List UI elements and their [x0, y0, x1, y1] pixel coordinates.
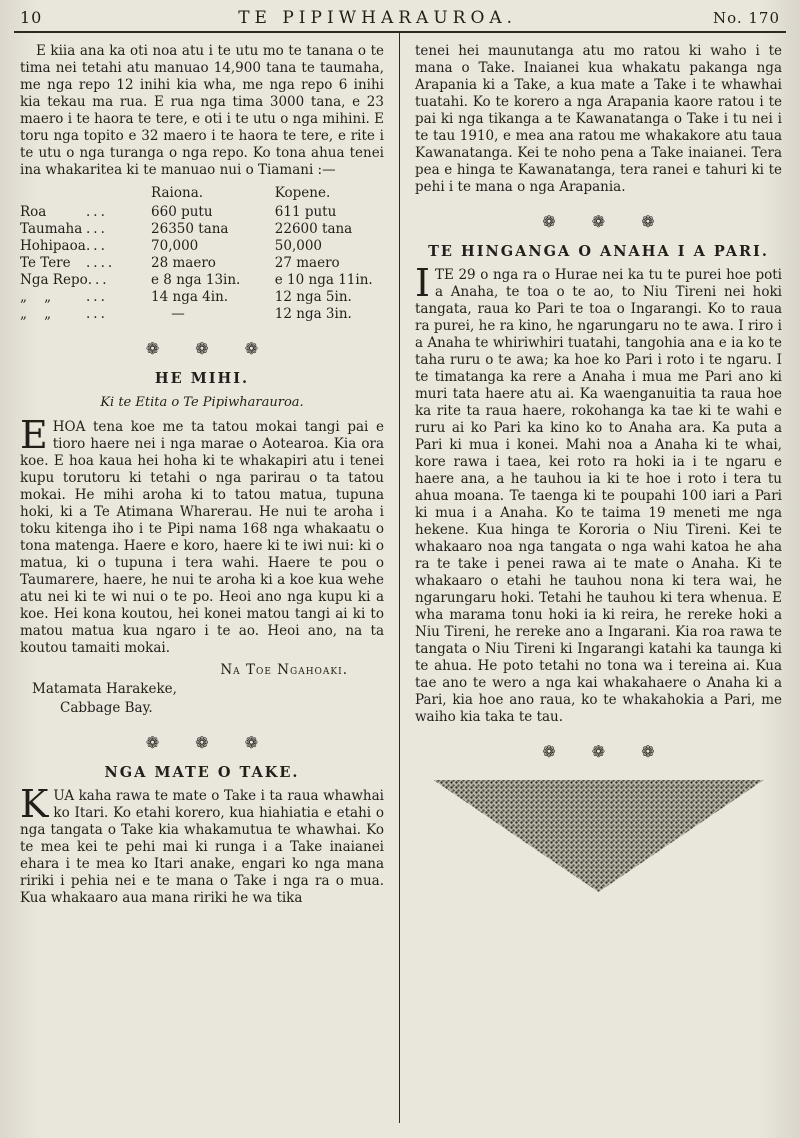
page-header	[14, 4, 786, 31]
table-cell: Nga Repo...	[20, 272, 110, 288]
table-row	[20, 255, 384, 272]
table-cell: e 10 nga 11in.	[274, 272, 373, 288]
drop-cap: E	[20, 413, 48, 457]
paragraph-text: HOA tena koe me ta tatou mokai tangi pai e tioro haere nei i nga marae o Aotearoa. Kia ora koe. E hoa kaua hei hoha ki te whakapiri atu i tenei kupu torutoru ki tetahi o nga parirau o ta tatou mokai. He mihi aroha ki to tatou matua, tupuna hoki, ki a Te Atimana Wharerau. He nui te aroha i toku kitenga iho i te Pipi nama 168 nga whakaatu o tona matenga. Haere e koro, haere ki te iwi nui: ki o matua, ki o tupuna i tera wahi. Haere te pou o Taumarere, haere, he nui te aroha ki a koe kua wehe atu nei ki te wi nui o te po. Heoi ano nga kupu ki a koe. Hei kona koutou, hei konei matou tangi ai ki to matou matua kua ngaro i te ao. Heoi ano, na ta koutou tamaiti mokai.	[20, 419, 384, 656]
address-line: Matamata Harakeke,	[32, 681, 177, 697]
florette-icon: ❁	[641, 212, 655, 231]
address-line: Cabbage Bay.	[60, 700, 153, 716]
table-row	[20, 306, 384, 323]
ornament-row	[20, 734, 384, 751]
florette-icon: ❁	[244, 733, 259, 752]
article-paragraph	[20, 413, 384, 657]
table-cell: Taumaha ...	[20, 221, 108, 237]
table-cell: 14 nga 4in.	[151, 289, 229, 305]
table-cell: 70,000	[151, 238, 199, 254]
column-container	[14, 33, 786, 1123]
florette-icon: ❁	[145, 339, 160, 358]
table-cell: 12 nga 3in.	[274, 306, 352, 322]
florette-icon: ❁	[591, 742, 606, 761]
table-header-empty	[20, 184, 151, 204]
left-column	[14, 33, 400, 1123]
paragraph-text: UA kaha rawa te mate o Take i ta raua whawhai ko Itari. Ko etahi korero, kua hiahiatia e etahi o nga tangata o Take kia whakamutua te whawhai. Ko te mea kei te pehi mai ki runga i a Take inaianei ehara i te mea ko Itari anake, engari ko nga mana ririki i pehia nei e te mana o Take i nga ra o mua. Kua whakaaro aua mana ririki he wa tika	[20, 788, 384, 906]
florette-icon: ❁	[244, 339, 259, 358]
drop-cap: I	[415, 261, 431, 305]
table-cell: e 8 nga 13in.	[151, 272, 241, 288]
drop-cap: K	[20, 782, 49, 826]
table-row	[20, 272, 384, 289]
table-header-kopene: Kopene.	[274, 185, 331, 201]
florette-icon: ❁	[195, 733, 209, 752]
article-heading-he-mihi: HE MIHI.	[154, 370, 250, 387]
article-heading-nga-mate: NGA MATE O TAKE.	[104, 764, 300, 781]
ornament-row	[20, 340, 384, 357]
masthead-title: TE PIPIWHARAUROA.	[238, 8, 518, 28]
table-cell: 28 maero	[151, 255, 216, 271]
florette-icon: ❁	[542, 212, 556, 231]
article-subtitle: Ki te Etita o Te Pipiwharauroa.	[100, 395, 304, 410]
table-cell: „ „ ...	[20, 289, 108, 305]
table-cell: Te Tere ....	[20, 255, 116, 271]
table-cell: 611 putu	[274, 204, 337, 220]
intro-paragraph: E kiia ana ka oti noa atu i te utu mo te tanana o te tima nei tetahi atu manuao 14,900 tana te taumaha, me nga repo 12 inihi kia wha, me nga repo 6 inihi kia tekau ma rua. E rua nga tima 3000 tana, e 23 maero i te haora te tere, e oti i te utu o nga mihini. E toru nga topito e 32 maero i te haora te tere, e rite i te utu o nga turanga o nga repo. Ko tona ahua tenei ina whakaritea ki te manuao nui o Tiamani :—	[20, 43, 384, 178]
table-row	[20, 238, 384, 255]
right-column	[400, 33, 786, 1123]
signature: Na Toe Ngahoaki.	[220, 662, 348, 678]
table-cell: 22600 tana	[274, 221, 353, 237]
table-row	[20, 221, 384, 238]
ornament-row	[415, 743, 782, 760]
table-cell: Hohipaoa...	[20, 238, 108, 254]
continuation-paragraph: tenei hei maunutanga atu mo ratou ki waho i te mana o Take. Inaianei kua whakatu pakanga nga Arapania ki a Take, a kua mate a Take i te whawhai tuatahi. Ko te korero a nga Arapania kaore ratou i te pai ki nga tikanga a te Kawanatanga o Take i tu nei i te tau 1910, e mea ana ratou me whakakore atu taua Kawanatanga. Kei te noho pena a Take inaianei. Tera pea e hinga te Kawanatanga, tera ranei e tahuri ki te pehi i te mana o nga Arapania.	[415, 43, 782, 195]
table-cell: 12 nga 5in.	[274, 289, 352, 305]
table-header-row	[20, 184, 384, 204]
florette-icon: ❁	[591, 212, 606, 231]
table-cell: 27 maero	[274, 255, 340, 271]
table-cell: 50,000	[274, 238, 323, 254]
florette-icon: ❁	[195, 339, 209, 358]
table-cell: 26350 tana	[151, 221, 229, 237]
issue-number: No. 170	[712, 9, 780, 27]
table-cell: Roa ...	[20, 204, 108, 220]
florette-icon: ❁	[145, 733, 160, 752]
comparison-table	[20, 184, 384, 323]
paragraph-text: TE 29 o nga ra o Hurae nei ka tu te purei hoe poti a Anaha, te toa o te ao, to Niu Tireni nei hoki tangata, raua ko Pari te toa o Ingarangi. Ko to raua ra purei, he ra kino, he ngarungaru no te awa. I riro i a Anaha te whiriwhiri tuatahi, tangohia ana e ia ko te taha ruru o te awa; ka hoe ko Pari i roto i te ngaru. I te timatanga ka rere a Anaha i mua me Pari ano ki muri tata haere atu ai. Ka waenganuitia ta raua hoe ka rite ta raua haere, rokohanga ka tae ki te wahi e ruru ai ko Pari ka kino ko to Anaha ara. Ka puta a Pari ki mua i konei. Mahi noa a Anaha ki te whai, kore rawa i taea, kei roto ra hoki ia i te ngaru e haere ana, a he tauhou ia ki te hoe i roto i tera tu ahua moana. Te taenga ki te poupahi 100 iari a Pari ki mua i a Anaha. Ko te taima 19 meneti me nga hekene. Kua hinga te Kororia o Niu Tireni. Kei te whakaaro noa nga tangata o nga wahi katoa he aha ra te take i penei rawa ai te mate o Anaha. Ki te whakaaro o etahi he tauhou nona ki tera wai, he ngarungaru hoki. Tetahi he tauhou ki tera whenua. E wha marama tonu hoki ia ki reira, he rereke hoki a Niu Tireni, he rereke ano a Ingarani. Kia roa rawa te tangata o Niu Tireni ki Ingarangi katahi ka taunga ki te ahua. He poto tetahi no tona wa i tereina ai. Kua tae ano te wero a nga kai whakahaere o Anaha ki a Pari, kia hoe ano raua, ko te whakahokia a Pari, me waiho kia taka te tau.	[415, 267, 782, 725]
table-header-raiona: Raiona.	[151, 185, 204, 201]
table-cell: „ „ ...	[20, 306, 108, 322]
table-row	[20, 204, 384, 221]
florette-icon: ❁	[641, 742, 655, 761]
table-cell: —	[171, 306, 185, 322]
article-paragraph	[20, 782, 384, 907]
article-heading-hinganga: TE HINGANGA O ANAHA I A PARI.	[428, 243, 769, 260]
table-row	[20, 289, 384, 306]
ornament-row	[415, 213, 782, 230]
triangle-tailpiece-ornament	[434, 780, 764, 892]
article-paragraph	[415, 261, 782, 726]
table-cell: 660 putu	[151, 204, 213, 220]
florette-icon: ❁	[542, 742, 556, 761]
page-number: 10	[20, 8, 43, 27]
